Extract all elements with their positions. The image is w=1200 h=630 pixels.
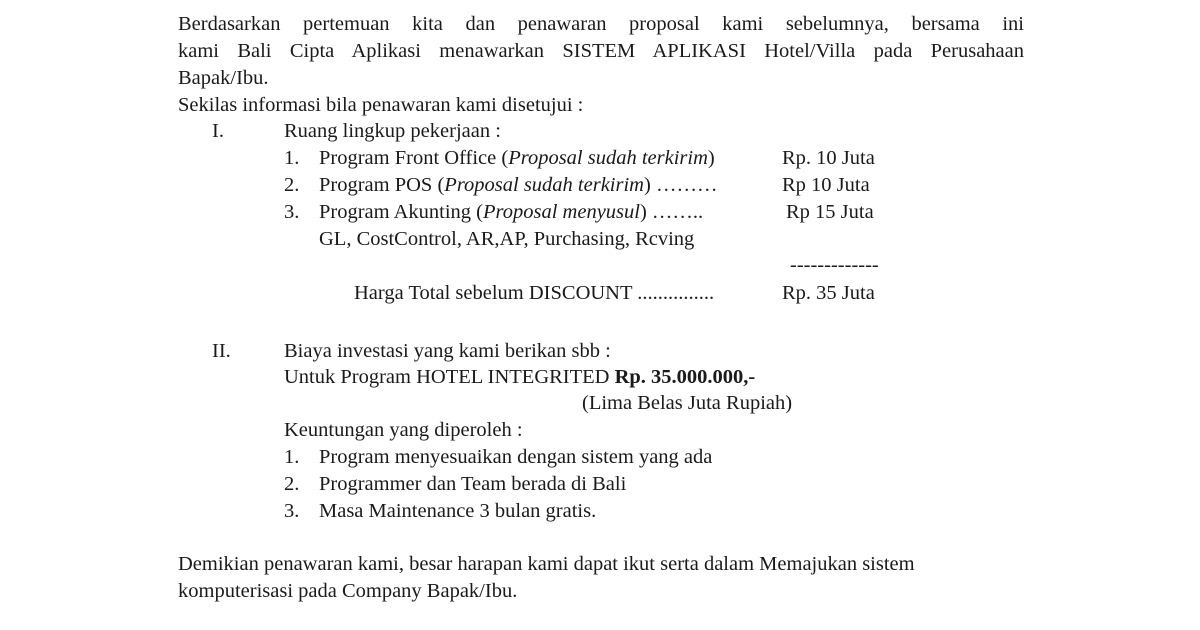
benefit-2-number: 2. bbox=[284, 473, 300, 495]
scope-item-2-number: 2. bbox=[284, 174, 300, 196]
section-1-title: Ruang lingkup pekerjaan : bbox=[284, 120, 501, 142]
benefit-3-text: Masa Maintenance 3 bulan gratis. bbox=[319, 500, 597, 522]
summary-lead: Sekilas informasi bila penawaran kami disetujui : bbox=[178, 94, 584, 116]
scope-item-2-name: Program POS ( bbox=[319, 174, 445, 196]
benefit-2-text: Programmer dan Team berada di Bali bbox=[319, 473, 627, 495]
scope-item-1 bbox=[319, 145, 715, 171]
program-label: Untuk Program HOTEL INTEGRITED bbox=[284, 366, 610, 388]
closing-line-1: Demikian penawaran kami, besar harapan kami dapat ikut serta dalam Memajukan sistem bbox=[178, 553, 915, 575]
scope-item-3 bbox=[319, 199, 703, 225]
benefit-3-number: 3. bbox=[284, 500, 300, 522]
total-row bbox=[354, 280, 714, 306]
scope-item-3-modules: GL, CostControl, AR,AP, Purchasing, Rcving bbox=[319, 228, 695, 250]
scope-item-3-name: Program Akunting ( bbox=[319, 201, 483, 223]
scope-item-2-close: ) bbox=[643, 174, 651, 196]
price-in-words: (Lima Belas Juta Rupiah) bbox=[582, 392, 793, 414]
total-label: Harga Total sebelum DISCOUNT bbox=[354, 282, 633, 304]
program-price: Rp. 35.000.000,- bbox=[614, 366, 756, 388]
benefits-title: Keuntungan yang diperoleh : bbox=[284, 419, 523, 441]
scope-item-1-close: ) bbox=[707, 147, 715, 169]
scope-item-1-number: 1. bbox=[284, 147, 300, 169]
program-line bbox=[284, 364, 755, 390]
total-leader: ............... bbox=[637, 282, 715, 304]
section-1-numeral: I. bbox=[212, 120, 224, 142]
scope-item-3-leader: …….. bbox=[651, 201, 704, 223]
scope-item-3-note: Proposal menyusul bbox=[483, 201, 640, 223]
scope-item-2 bbox=[319, 172, 717, 198]
scope-item-1-name: Program Front Office ( bbox=[319, 147, 509, 169]
benefit-1-text: Program menyesuaikan dengan sistem yang ada bbox=[319, 446, 713, 468]
section-2-numeral: II. bbox=[212, 340, 231, 362]
intro-line-1: Berdasarkan pertemuan kita dan penawaran proposal kami sebelumnya, bersama ini bbox=[178, 13, 1024, 35]
intro-line-3: Bapak/Ibu. bbox=[178, 67, 269, 89]
closing-line-2: komputerisasi pada Company Bapak/Ibu. bbox=[178, 580, 518, 602]
scope-item-1-price: Rp. 10 Juta bbox=[782, 147, 875, 169]
total-value: Rp. 35 Juta bbox=[782, 282, 875, 304]
scope-item-1-note: Proposal sudah terkirim bbox=[508, 147, 708, 169]
scope-item-3-price: Rp 15 Juta bbox=[786, 201, 874, 223]
scope-item-2-price: Rp 10 Juta bbox=[782, 174, 870, 196]
scope-item-3-close: ) bbox=[639, 201, 647, 223]
benefit-1-number: 1. bbox=[284, 446, 300, 468]
scope-item-3-number: 3. bbox=[284, 201, 300, 223]
total-separator: ------------- bbox=[790, 254, 879, 276]
scope-item-2-leader: ……… bbox=[655, 174, 718, 196]
scope-item-2-note: Proposal sudah terkirim bbox=[444, 174, 644, 196]
section-2-title: Biaya investasi yang kami berikan sbb : bbox=[284, 340, 611, 362]
intro-line-2: kami Bali Cipta Aplikasi menawarkan SISTEM APLIKASI Hotel/Villa pada Perusahaan bbox=[178, 40, 1024, 62]
